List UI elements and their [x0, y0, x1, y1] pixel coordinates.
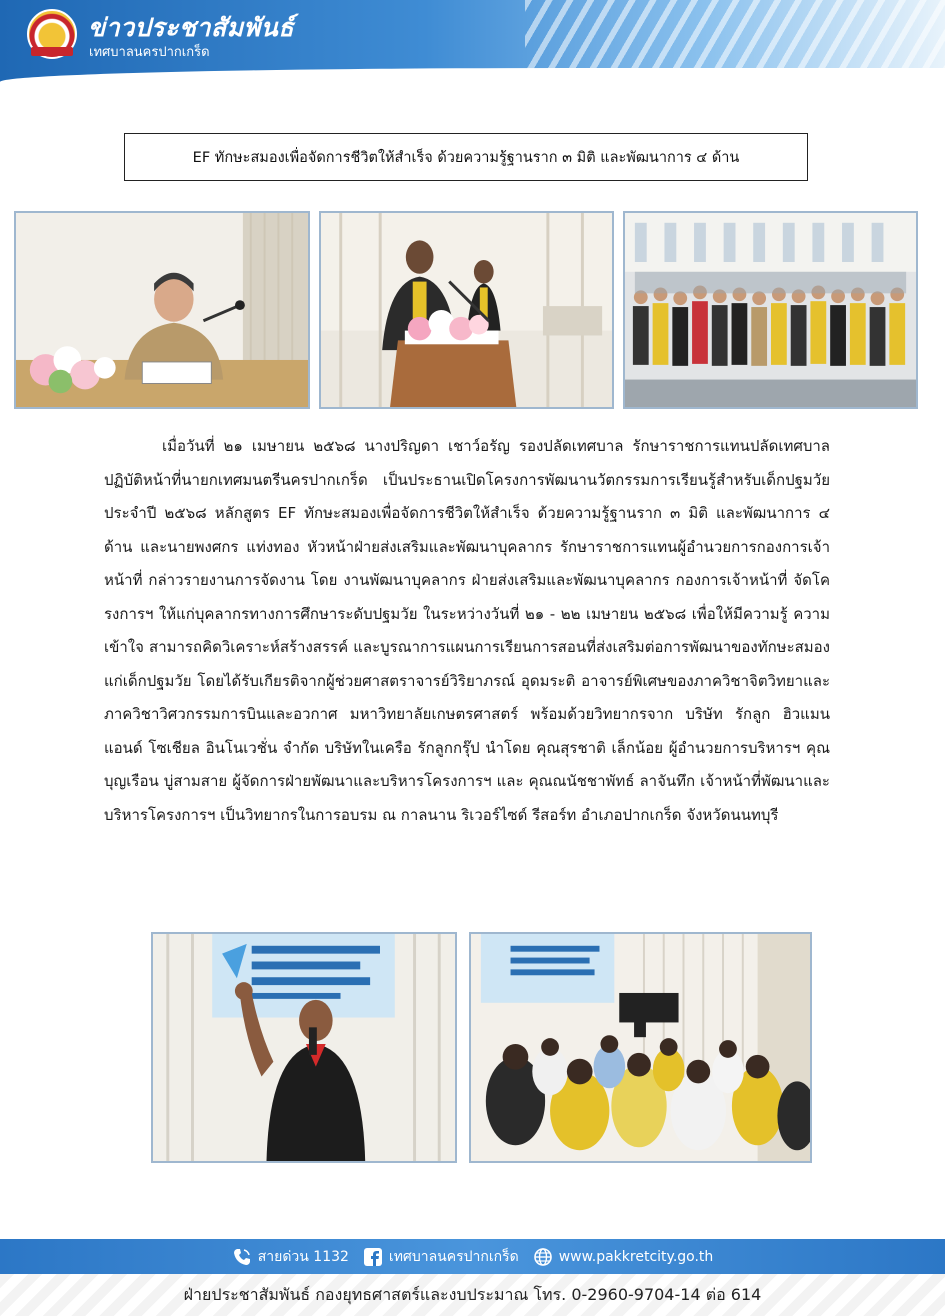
header-subtitle: เทศบาลนครปากเกร็ด: [89, 45, 210, 60]
footer-contact-text: ฝ่ายประชาสัมพันธ์ กองยุทธศาสตร์และงบประมาณ โทร. 0-2960-9704-14 ต่อ 614: [183, 1284, 762, 1304]
globe-icon: [533, 1247, 553, 1267]
footer-bottom: [0, 1274, 945, 1316]
seal-ribbon: [31, 47, 73, 56]
photo-training-audience: [469, 932, 812, 1163]
article-title: EF ทักษะสมองเพื่อจัดการชีวิตให้สำเร็จ ด้วยความรู้ฐานราก ๓ มิติ และพัฒนาการ ๔ ด้าน: [192, 149, 740, 166]
phone-icon: [232, 1247, 252, 1267]
article-body: [104, 430, 830, 832]
photo-speaker-podium: [319, 211, 614, 409]
photo-chairperson: [14, 211, 310, 409]
footer-facebook[interactable]: [363, 1246, 519, 1268]
facebook-label: เทศบาลนครปากเกร็ด: [388, 1248, 519, 1265]
footer-website[interactable]: [533, 1247, 714, 1267]
photo-lecturer: [151, 932, 457, 1163]
hotline-label: สายด่วน 1132: [257, 1248, 349, 1265]
footer-hotline[interactable]: [232, 1246, 349, 1268]
page-header: [0, 0, 945, 82]
header-title: ข่าวประชาสัมพันธ์: [88, 13, 294, 42]
article-body-text: เมื่อวันที่ ๒๑ เมษายน ๒๕๖๘ นางปริญดา เชาว์อรัญ รองปลัดเทศบาล รักษาราชการแทนปลัดเทศบาล ปฏิบัติหน้าที่นายกเทศมนตรีนครปากเกร็ด เป็นประธานเปิดโครงการพัฒนานวัตกรรมการเรียนรู้สำหรับเด็กปฐมวัย ประจำปี ๒๕๖๘ หลักสูตร EF ทักษะสมองเพื่อจัดการชีวิตให้สำเร็จ ด้วยความรู้ฐานราก ๓ มิติ และพัฒนาการ ๔ ด้าน และนายพงศกร แท่งทอง หัวหน้าฝ่ายส่งเสริมและพัฒนาบุคลากร รักษาราชการแทนผู้อำนวยการกองการเจ้าหน้าที่ กล่าวรายงานการจัดงาน โดย งานพัฒนาบุคลากร ฝ่ายส่งเสริมและพัฒนาบุคลากร กองการเจ้าหน้าที่ จัดโครงการฯ ให้แก่บุคลากรทางการศึกษาระดับปฐมวัย ในระหว่างวันที่ ๒๑ - ๒๒ เมษายน ๒๕๖๘ เพื่อให้มีความรู้ ความเข้าใจ สามารถคิดวิเคราะห์สร้างสรรค์ และบูรณาการแผนการเรียนการสอนที่ส่งเสริมต่อการพัฒนาของทักษะสมองแก่เด็กปฐมวัย โดยได้รับเกียรติจากผู้ช่วยศาสตราจารย์วิริยาภรณ์ อุดมระติ อาจารย์พิเศษของภาควิชาจิตวิทยาและภาควิชาวิศวกรรมการบินและอวกาศ มหาวิทยาลัยเกษตรศาสตร์ พร้อมด้วยวิทยากรจาก บริษัท รักลูก ฮิวแมน แอนด์ โซเชียล อินโนเวชั่น จำกัด บริษัทในเครือ รักลูกกรุ๊ป นำโดย คุณสุรชาติ เล็กน้อย ผู้อำนวยการบริหารฯ คุณบุญเรือน บู่สามสาย ผู้จัดการฝ่ายพัฒนาและบริหารโครงการฯ และ คุณณนัชชาพัทธ์ ลาจันทึก เจ้าหน้าที่พัฒนาและบริหารโครงการฯ เป็นวิทยากรในการอบรม ณ กาลนาน ริเวอร์ไซด์ รีสอร์ท อำเภอปากเกร็ด จังหวัดนนทบุรี: [104, 437, 830, 824]
facebook-icon: [363, 1247, 383, 1267]
photo-group: [623, 211, 918, 409]
website-label: www.pakkretcity.go.th: [558, 1248, 714, 1265]
footer-contact-bar: [0, 1239, 945, 1274]
article-title-box: [124, 133, 808, 181]
header-wave: [0, 68, 945, 82]
